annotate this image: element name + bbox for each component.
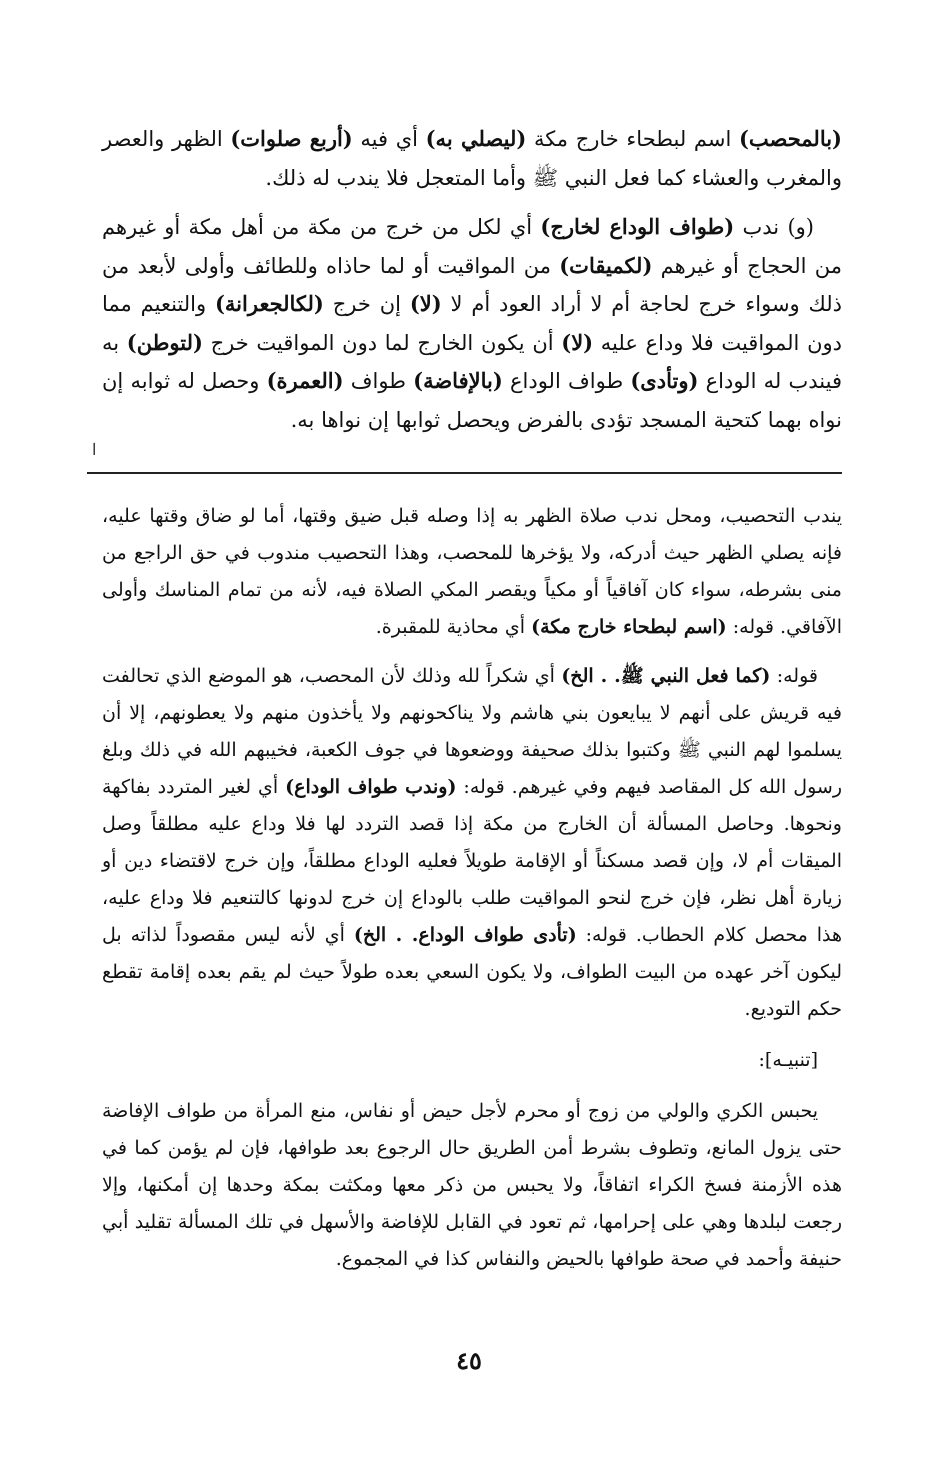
text-run: أي شكراً لله وذلك لأن المحصب، هو الموضع الذي تحالفت فيه قريش على أنهم لا يبايعون بني هاشم ولا يناكحونهم ولا يأخذون منهم ولا يعطونهم، إلا أن يسلموا لهم النبي ﷺ وكتبوا بذلك صحيفة ووضعوها في جوف الكعبة، فخيبهم الله في ذلك وبلغ رسول الله كل المقاصد فيهم وفي غيرهم. قوله: xyxy=(102,665,843,798)
text-run: طواف xyxy=(343,369,414,393)
text-run-bold: (بالإفاضة) xyxy=(413,368,503,393)
text-run-bold: (تأدى طواف الوداع. . الخ) xyxy=(353,924,577,946)
text-run-bold: (طواف الوداع لخارج) xyxy=(540,214,735,239)
text-run-bold: (لا) xyxy=(409,291,442,316)
text-run: إن خرج xyxy=(323,292,410,316)
text-run-bold: (ليصلي به) xyxy=(425,126,527,151)
text-run: والتنعيم مما دون المواقيت فلا وداع عليه xyxy=(102,292,842,355)
footnote-divider xyxy=(87,472,842,474)
text-run-bold: (وتأدى) xyxy=(630,368,699,393)
main-text xyxy=(102,120,842,450)
text-run-bold: (العمرة) xyxy=(266,368,344,393)
text-run: أي محاذية للمقبرة. xyxy=(375,616,532,638)
text-run: أي لكل من خرج من مكة من أهل مكة أو غيرهم من الحجاج أو غيرهم xyxy=(102,215,842,278)
text-run: طواف الوداع xyxy=(502,369,631,393)
text-run: الظهر والعصر والمغرب والعشاء كما فعل النبي ﷺ وأما المتعجل فلا يندب له ذلك. xyxy=(102,127,842,190)
text-run-bold: (لتوطن) xyxy=(126,329,203,355)
text-run: به فيندب له الوداع xyxy=(102,330,842,393)
text-run: وحصل له ثوابه إن نواه بهما كتحية المسجد تؤدى بالفرض ويحصل ثوابها إن نواها به. xyxy=(102,369,842,432)
text-run-bold: (لكالجعرانة) xyxy=(214,291,324,316)
text-run: من المواقيت أو لما حاذاه وللطائف وأولى لأبعد من ذلك وسواء خرج لحاجة أم لا أراد العود أم لا xyxy=(102,253,842,316)
margin-mark: ا xyxy=(92,440,97,459)
notice-heading: [تنبيـه]: xyxy=(758,1049,818,1071)
text-run: اسم لبطحاء خارج مكة xyxy=(526,127,739,151)
note-paragraph: يحبس الكري والولي من زوج أو محرم لأجل حيض أو نفاس، منع المرأة من طواف الإفاضة حتى يزول المانع، وتطوف بشرط أمن الطريق حال الرجوع بعد طوافها، فإن لم يؤمن كما في هذه الأزمنة فسخ الكراء اتفاقاً، ولا يحبس من ذكر معها ومكثت بمكة وحدها إن أمكنها، وإلا رجعت لبلدها وهي على إحرامها، ثم تعود في القابل للإفاضة والأسهل في تلك المسألة تقليد أبي حنيفة وأحمد في صحة طوافها بالحيض والنفاس كذا في المجموع. xyxy=(102,1100,842,1270)
text-run-bold: (وندب طواف الوداع) xyxy=(285,776,457,798)
text-run: يندب التحصيب، ومحل ندب صلاة الظهر به إذا وصله قبل ضيق وقتها، أما لو ضاق وقتها عليه، فإنه يصلي الظهر حيث أدركه، ولا يؤخرها للمحصب، وهذا التحصيب مندوب في حق الراجع من منى بشرطه، سواء كان آفاقياً أو مكياً ويقصر المكي الصلاة فيه، لأنه من تمام المناسك وأولى الآفاقي. قوله: xyxy=(102,505,842,638)
text-run: أي فيه xyxy=(352,127,426,151)
text-run: أي لغير المتردد بفاكهة ونحوها. وحاصل المسألة أن الخارج من مكة إذا قصد التردد لها فلا وداع عليه مطلقاً وصل الميقات أم لا، وإن قصد مسكناً أو الإقامة طويلاً فعليه الوداع مطلقاً، وإن خرج لاقتضاء دين أو زيارة أهل نظر، فإن خرج لنحو المواقيت طلب بالوداع إن خرج لدونها كالتنعيم فلا وداع عليه، هذا محصل كلام الحطاب. قوله: xyxy=(102,776,842,946)
text-run-bold: (كما فعل النبي ﷺ. . الخ) xyxy=(561,665,771,687)
page-number: ٤٥ xyxy=(456,1346,482,1375)
text-run: قوله: xyxy=(770,665,818,687)
text-run-bold: (أربع صلوات) xyxy=(230,126,353,151)
text-run: (و) ندب xyxy=(734,215,814,239)
text-run: أي لأنه ليس مقصوداً لذاته بل ليكون آخر عهده من البيت الطواف، ولا يكون السعي بعده طولاً حيث لم يقم بعده إقامة تقطع حكم التوديع. xyxy=(102,924,842,1020)
text-run-bold: (بالمحصب) xyxy=(738,126,842,151)
main-paragraph xyxy=(102,120,842,197)
text-run: أن يكون الخارج لما دون المواقيت خرج xyxy=(202,330,562,355)
text-run-bold: (لكميقات) xyxy=(559,252,653,278)
footnotes xyxy=(102,498,842,1290)
note-paragraph xyxy=(102,658,842,1028)
note-paragraph xyxy=(102,498,842,646)
text-run-bold: (اسم لبطحاء خارج مكة) xyxy=(531,616,727,638)
text-run-bold: (لا) xyxy=(561,329,594,355)
main-paragraph xyxy=(102,208,842,439)
